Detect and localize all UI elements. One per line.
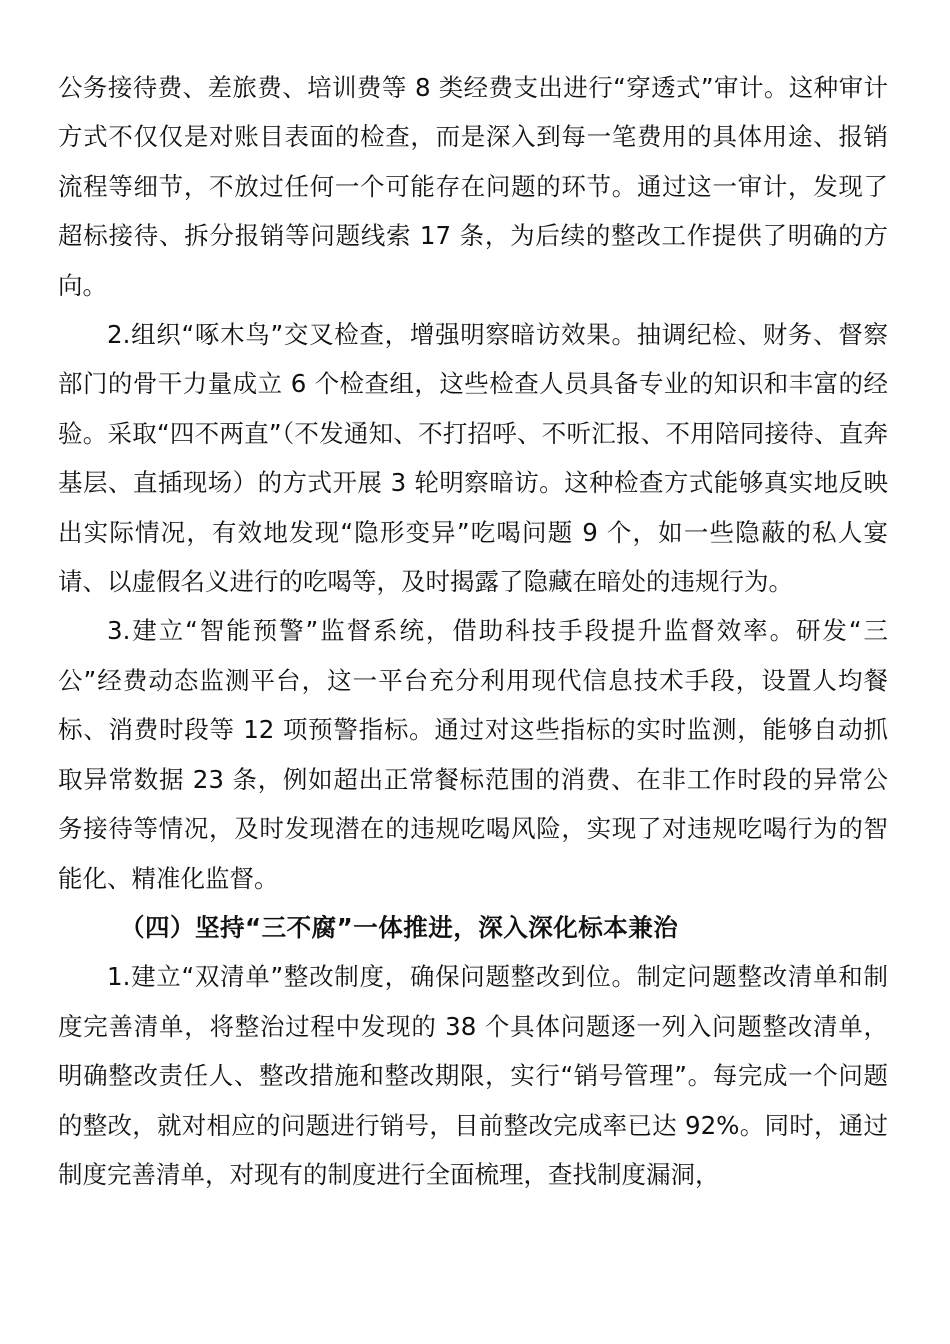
- paragraph-smart-warning-system: 3.建立“智能预警”监督系统，借助科技手段提升监督效率。研发“三公”经费动态监测平台，这一平台充分利用现代信息技术手段，设置人均餐标、消费时段等 12 项预警指标。通过对这些指标的实时监测，能够自动抓取异常数据 23 条，例如超出正常餐标范围的消费、在非工作时段的异常公务接待等情况，及时发现潜在的违规吃喝风险，实现了对违规吃喝行为的智能化、精准化监督。: [58, 616, 888, 893]
- paragraph-woodpecker-inspection: 2.组织“啄木鸟”交叉检查，增强明察暗访效果。抽调纪检、财务、督察部门的骨干力量成立 6 个检查组，这些检查人员具备专业的知识和丰富的经验。采取“四不两直”（不发通知、不打招呼、不听汇报、不用陪同接待、直奔基层、直插现场）的方式开展 3 轮明察暗访。这种检查方式能够真实地反映出实际情况，有效地发现“隐形变异”吃喝问题 9 个，如一些隐蔽的私人宴请、以虚假名义进行的吃喝等，及时揭露了隐藏在暗处的违规行为。: [58, 320, 888, 597]
- paragraph-double-list-rectification: 1.建立“双清单”整改制度，确保问题整改到位。制定问题整改清单和制度完善清单，将整治过程中发现的 38 个具体问题逐一列入问题整改清单，明确整改责任人、整改措施和整改期限，实行“销号管理”。每完成一个问题的整改，就对相应的问题进行销号，目前整改完成率已达 92%。同时，通过制度完善清单，对现有的制度进行全面梳理，查找制度漏洞，: [58, 962, 888, 1189]
- paragraph-audit-continuation: 公务接待费、差旅费、培训费等 8 类经费支出进行“穿透式”审计。这种审计方式不仅仅是对账目表面的检查，而是深入到每一笔费用的具体用途、报销流程等细节，不放过任何一个可能存在问题的环节。通过这一审计，发现了超标接待、拆分报销等问题线索 17 条，为后续的整改工作提供了明确的方向。: [58, 73, 888, 300]
- document-page: [58, 63, 888, 1199]
- section-heading-four: （四）坚持“三不腐”一体推进，深入深化标本兼治: [120, 912, 679, 942]
